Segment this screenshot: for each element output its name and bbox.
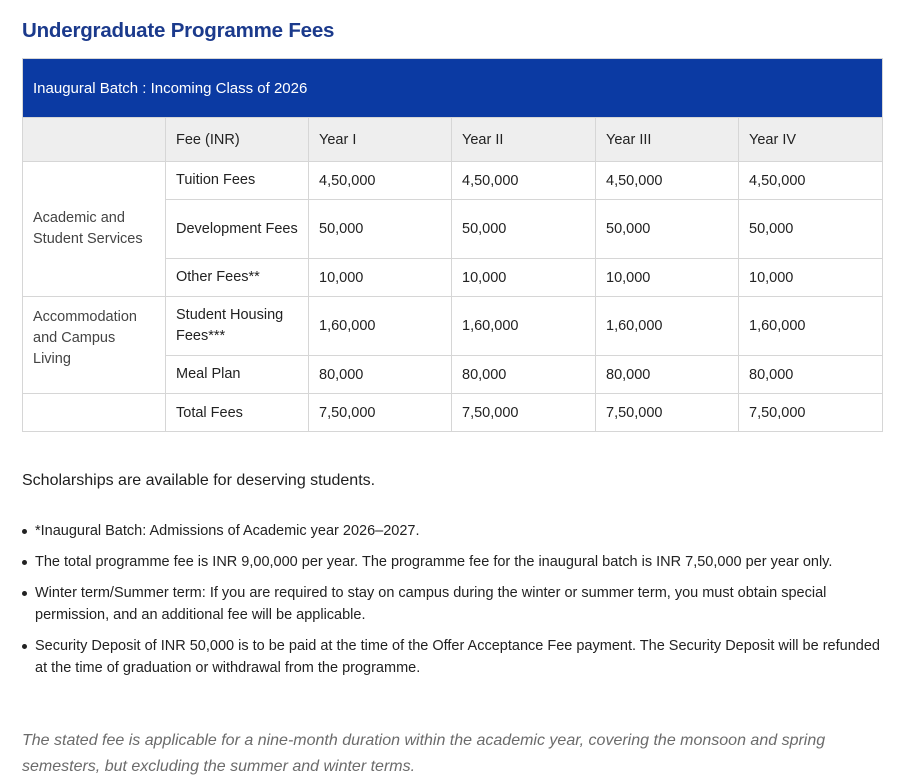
list-item-text: *Inaugural Batch: Admissions of Academic year 2026–2027. bbox=[35, 523, 420, 539]
fee-value: 50,000 bbox=[452, 200, 596, 259]
table-header-row bbox=[23, 118, 883, 162]
group-academic-student-services: Academic and Student Services bbox=[23, 162, 166, 297]
list-item bbox=[22, 520, 882, 542]
total-row bbox=[23, 394, 883, 432]
fee-notes-list bbox=[22, 520, 882, 688]
total-value: 7,50,000 bbox=[309, 394, 452, 432]
fee-name: Development Fees bbox=[166, 200, 309, 259]
header-empty bbox=[23, 118, 166, 162]
fee-value: 80,000 bbox=[309, 356, 452, 394]
table-banner-row bbox=[23, 59, 883, 118]
fee-value: 50,000 bbox=[596, 200, 739, 259]
list-item bbox=[22, 635, 882, 679]
header-year-2: Year II bbox=[452, 118, 596, 162]
header-year-4: Year IV bbox=[739, 118, 883, 162]
fee-value: 10,000 bbox=[596, 259, 739, 297]
table-row bbox=[23, 297, 883, 356]
fee-name: Tuition Fees bbox=[166, 162, 309, 200]
fee-value: 10,000 bbox=[739, 259, 883, 297]
list-item-text: The total programme fee is INR 9,00,000 per year. The programme fee for the inaugural batch is INR 7,50,000 per year only. bbox=[35, 554, 833, 570]
header-year-3: Year III bbox=[596, 118, 739, 162]
fee-value: 1,60,000 bbox=[596, 297, 739, 356]
fee-value: 4,50,000 bbox=[309, 162, 452, 200]
list-item-text: Winter term/Summer term: If you are required to stay on campus during the winter or summer term, you must obtain special permission, and an additional fee will be applicable. bbox=[35, 585, 827, 623]
fee-duration-footnote: The stated fee is applicable for a nine-month duration within the academic year, covering the monsoon and spring semesters, but excluding the summer and winter terms. bbox=[22, 732, 826, 775]
fee-value: 10,000 bbox=[309, 259, 452, 297]
bullet-dot-icon bbox=[22, 644, 27, 649]
fee-value: 4,50,000 bbox=[596, 162, 739, 200]
fee-value: 4,50,000 bbox=[739, 162, 883, 200]
list-item-text: Security Deposit of INR 50,000 is to be paid at the time of the Offer Acceptance Fee payment. The Security Deposit will be refunded at the time of graduation or withdrawal from the programme. bbox=[35, 638, 880, 676]
list-item bbox=[22, 551, 882, 573]
bullet-dot-icon bbox=[22, 560, 27, 565]
fee-name: Student Housing Fees*** bbox=[166, 297, 309, 356]
fee-value: 80,000 bbox=[596, 356, 739, 394]
fee-name: Meal Plan bbox=[166, 356, 309, 394]
bullet-dot-icon bbox=[22, 591, 27, 596]
total-value: 7,50,000 bbox=[596, 394, 739, 432]
header-year-1: Year I bbox=[309, 118, 452, 162]
fee-value: 4,50,000 bbox=[452, 162, 596, 200]
header-fee-inr: Fee (INR) bbox=[166, 118, 309, 162]
fee-value: 10,000 bbox=[452, 259, 596, 297]
total-label: Total Fees bbox=[166, 394, 309, 432]
fee-value: 80,000 bbox=[739, 356, 883, 394]
fee-value: 50,000 bbox=[739, 200, 883, 259]
fee-value: 1,60,000 bbox=[739, 297, 883, 356]
page-title: Undergraduate Programme Fees bbox=[22, 19, 335, 42]
fee-table bbox=[22, 58, 883, 432]
total-empty-cell bbox=[23, 394, 166, 432]
fee-value: 1,60,000 bbox=[452, 297, 596, 356]
total-value: 7,50,000 bbox=[739, 394, 883, 432]
fee-name: Other Fees** bbox=[166, 259, 309, 297]
fee-value: 80,000 bbox=[452, 356, 596, 394]
fee-value: 50,000 bbox=[309, 200, 452, 259]
table-row bbox=[23, 162, 883, 200]
fee-value: 1,60,000 bbox=[309, 297, 452, 356]
scholarship-note: Scholarships are available for deserving students. bbox=[22, 472, 376, 489]
list-item bbox=[22, 582, 882, 626]
total-value: 7,50,000 bbox=[452, 394, 596, 432]
group-accommodation-campus-living: Accommodation and Campus Living bbox=[23, 297, 166, 394]
table-banner: Inaugural Batch : Incoming Class of 2026 bbox=[23, 59, 883, 118]
bullet-dot-icon bbox=[22, 529, 27, 534]
